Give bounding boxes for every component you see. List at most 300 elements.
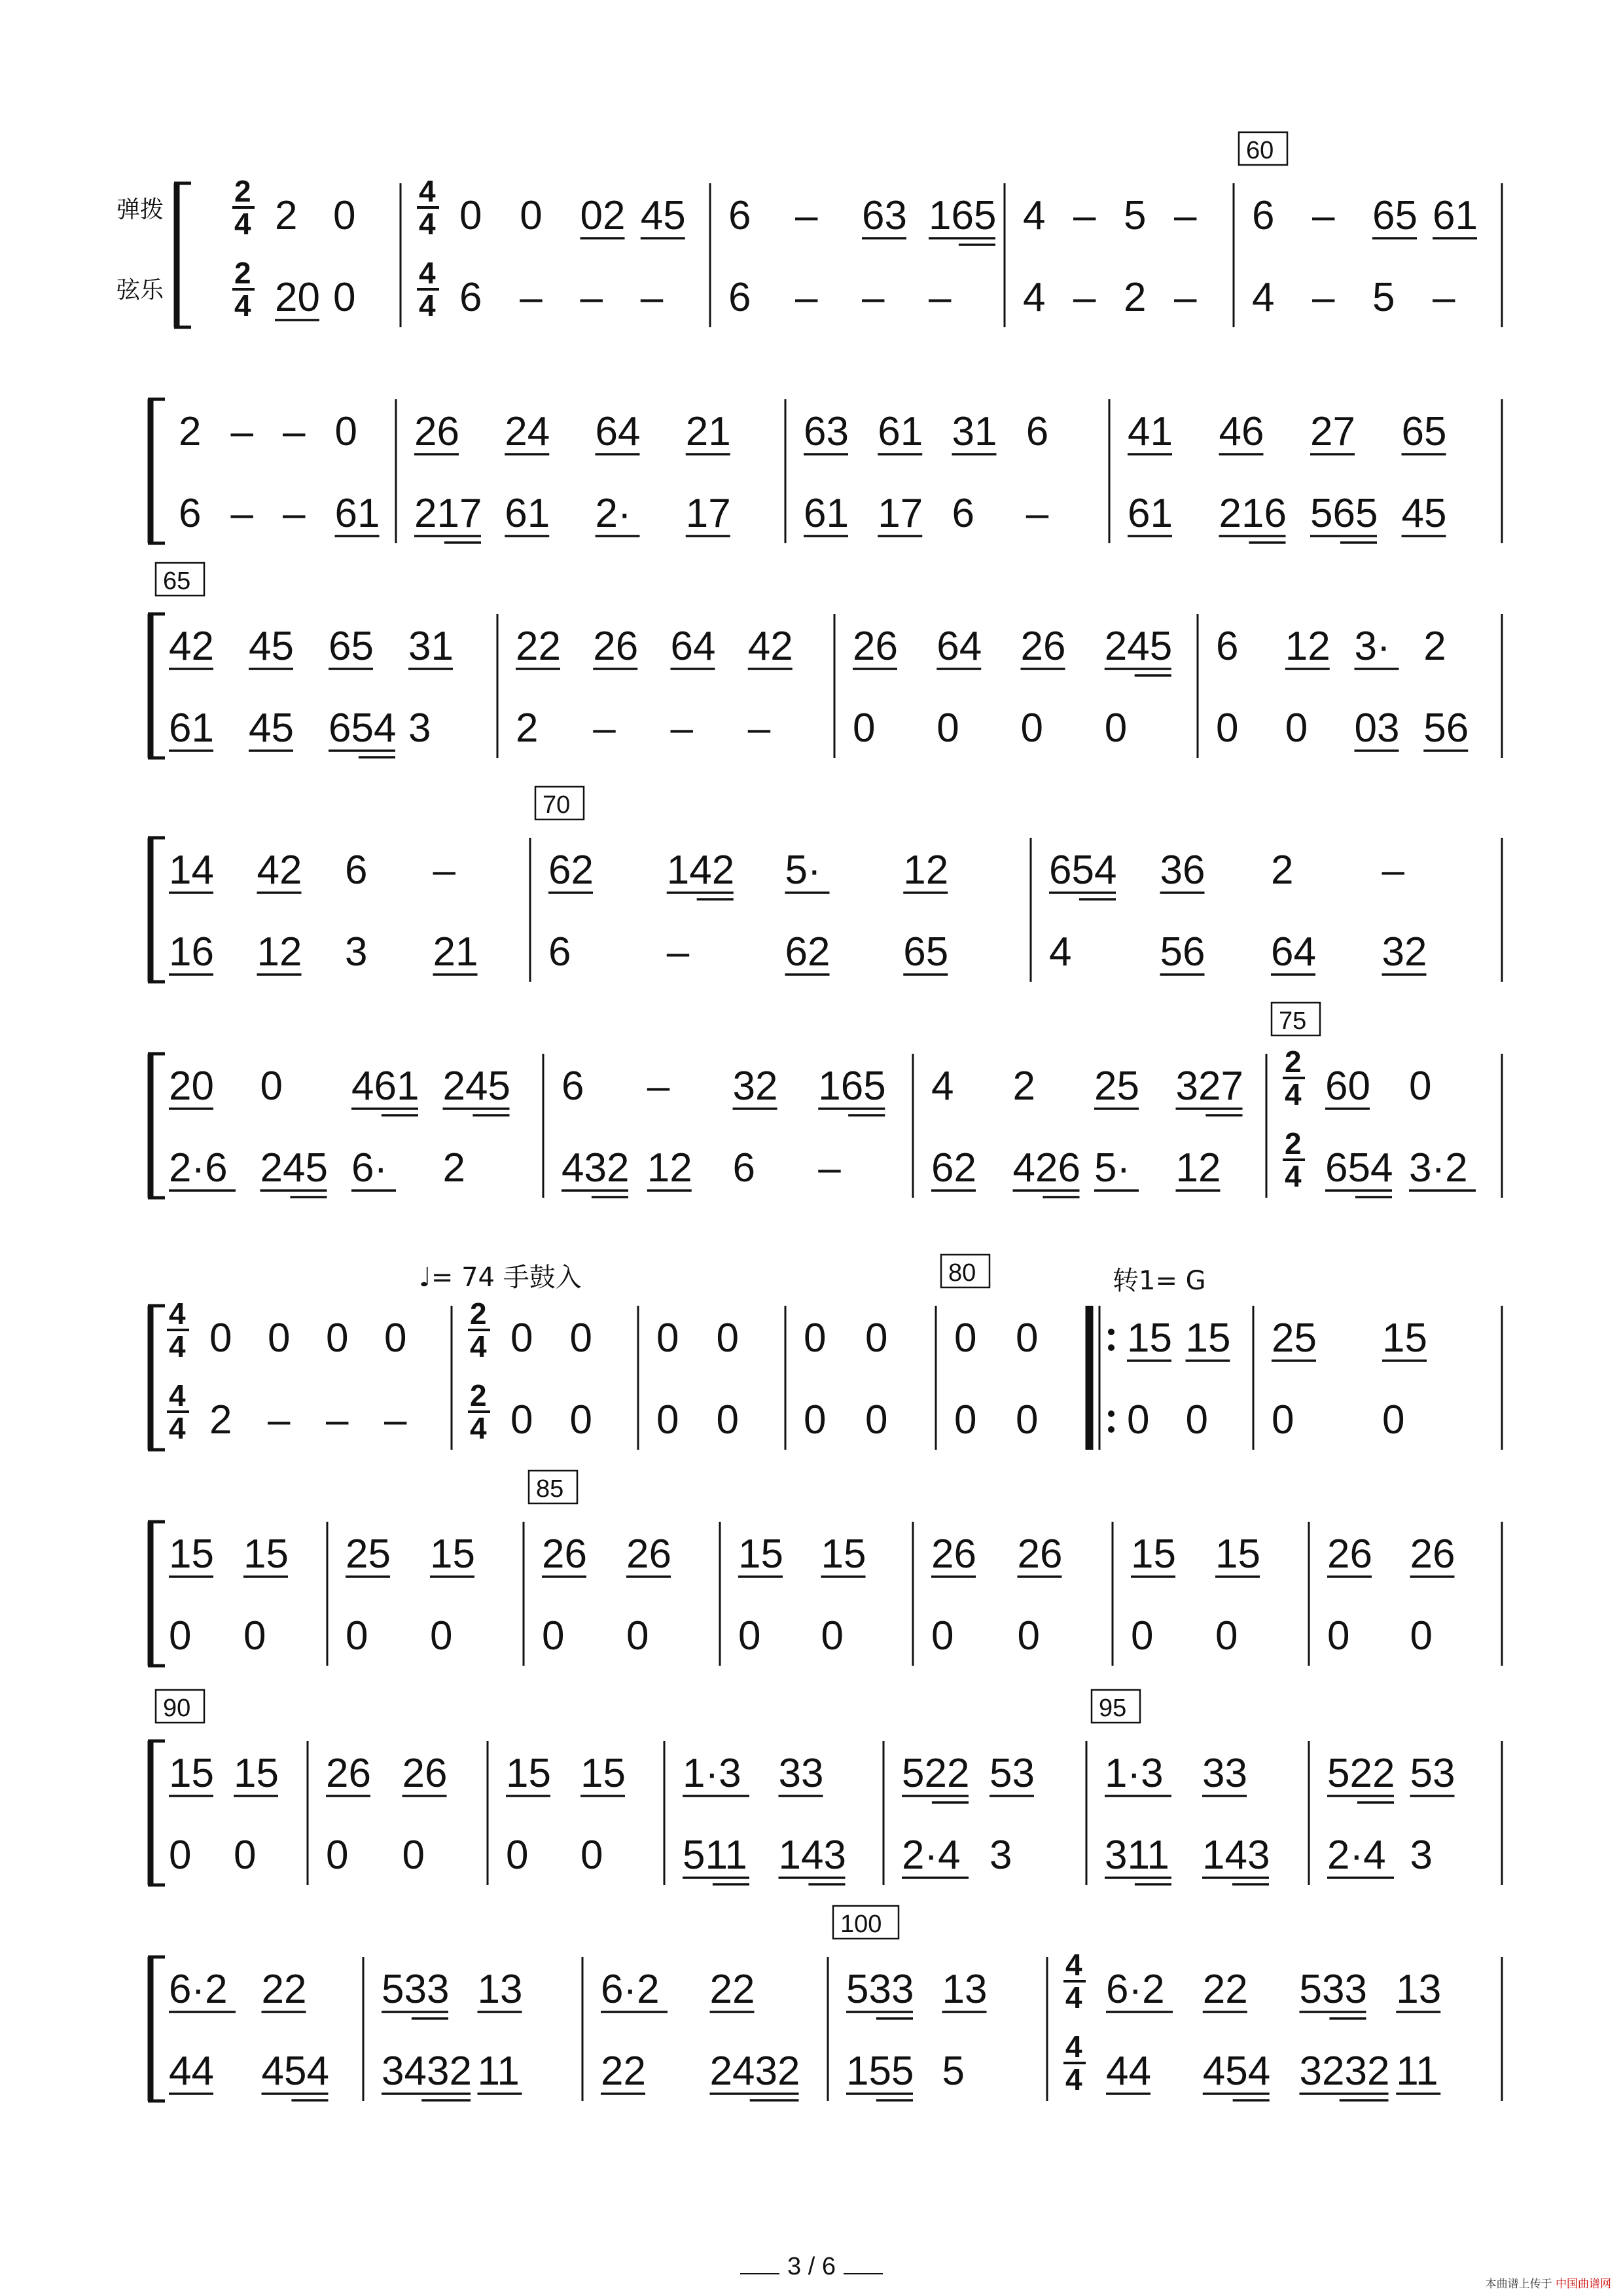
note-lower: 0 bbox=[346, 1613, 368, 1659]
note-lower: 0 bbox=[1017, 1613, 1040, 1659]
note-lower: 17 bbox=[878, 491, 923, 536]
note-upper: 26 bbox=[1017, 1532, 1063, 1577]
page-footer bbox=[0, 2253, 1623, 2281]
note-lower: 0 bbox=[738, 1613, 761, 1659]
note-upper: 31 bbox=[408, 624, 454, 669]
repeat-dot bbox=[1108, 1426, 1115, 1433]
note-upper: – bbox=[795, 193, 818, 238]
note-lower: 6 bbox=[728, 275, 751, 320]
note-upper: 461 bbox=[351, 1064, 419, 1109]
note-lower: 03 bbox=[1354, 706, 1400, 751]
note-lower: 654 bbox=[329, 706, 397, 751]
note-lower: 11 bbox=[477, 2049, 520, 2094]
note-upper: 25 bbox=[1094, 1064, 1139, 1109]
note-upper: 6 bbox=[728, 193, 751, 238]
note-upper: 26 bbox=[626, 1532, 671, 1577]
note-lower: 0 bbox=[402, 1833, 425, 1878]
note-upper: 45 bbox=[249, 624, 294, 669]
note-lower: 0 bbox=[569, 1397, 592, 1443]
note-lower: 6 bbox=[179, 491, 202, 536]
note-lower: 3232 bbox=[1299, 2049, 1390, 2094]
note-lower: 0 bbox=[510, 1397, 533, 1443]
note-lower: 311 bbox=[1105, 1833, 1169, 1878]
key-change: 转1= G bbox=[1113, 1266, 1206, 1296]
note-lower: 0 bbox=[626, 1613, 649, 1659]
note-lower: – bbox=[1174, 275, 1197, 320]
note-lower: – bbox=[283, 491, 306, 536]
note-lower: 61 bbox=[804, 491, 849, 536]
note-lower: 6 bbox=[952, 491, 974, 536]
time-signature-bottom: 4 bbox=[169, 1411, 186, 1445]
note-upper: – bbox=[433, 848, 455, 893]
tempo-marking: ♩= 74 手鼓入 bbox=[419, 1263, 582, 1293]
note-lower: 0 bbox=[821, 1613, 844, 1659]
time-signature-top: 2 bbox=[470, 1378, 487, 1412]
note-lower: 454 bbox=[261, 2049, 329, 2094]
note-upper: 6 bbox=[1026, 409, 1049, 454]
note-lower: 4 bbox=[1252, 275, 1275, 320]
note-lower: 6 bbox=[548, 929, 571, 975]
note-lower: – bbox=[268, 1397, 291, 1443]
note-lower: 0 bbox=[1272, 1397, 1294, 1443]
note-lower: 0 bbox=[1104, 706, 1128, 751]
note-lower: 565 bbox=[1310, 491, 1378, 536]
time-signature-top: 4 bbox=[419, 256, 436, 290]
time-signature-bottom: 4 bbox=[419, 207, 436, 241]
note-lower: – bbox=[1026, 491, 1049, 536]
note-lower: 45 bbox=[1401, 491, 1447, 536]
note-lower: 61 bbox=[169, 706, 214, 751]
note-upper: 61 bbox=[878, 409, 923, 454]
note-lower: 0 bbox=[804, 1397, 827, 1443]
note-upper: 0 bbox=[569, 1316, 592, 1361]
note-upper: 0 bbox=[656, 1316, 679, 1361]
note-upper: 21 bbox=[685, 409, 731, 454]
note-lower: 2 bbox=[209, 1397, 232, 1443]
note-upper: 2 bbox=[179, 409, 202, 454]
note-lower: – bbox=[1433, 275, 1455, 320]
note-upper: 26 bbox=[402, 1751, 448, 1796]
note-upper: – bbox=[1073, 193, 1096, 238]
note-upper: 165 bbox=[818, 1064, 886, 1109]
note-lower: 217 bbox=[414, 491, 482, 536]
note-lower: – bbox=[593, 706, 616, 751]
note-upper: 165 bbox=[929, 193, 997, 238]
note-upper: 24 bbox=[505, 409, 550, 454]
note-upper: 26 bbox=[1410, 1532, 1455, 1577]
time-signature-top: 4 bbox=[169, 1297, 186, 1331]
note-upper: 1·3 bbox=[683, 1751, 741, 1796]
time-signature-top: 4 bbox=[1065, 2030, 1082, 2064]
time-signature-bottom: 4 bbox=[419, 289, 436, 323]
note-upper: 65 bbox=[329, 624, 374, 669]
note-upper: 26 bbox=[853, 624, 898, 669]
time-signature-top: 4 bbox=[169, 1378, 186, 1412]
repeat-dot bbox=[1108, 1344, 1115, 1351]
note-lower: 32 bbox=[1382, 929, 1427, 975]
note-lower: 3 bbox=[408, 706, 431, 751]
note-lower: 12 bbox=[257, 929, 302, 975]
note-upper: 02 bbox=[580, 193, 626, 238]
note-lower: – bbox=[384, 1397, 407, 1443]
note-lower: 44 bbox=[1106, 2049, 1151, 2094]
note-upper: 15 bbox=[821, 1532, 866, 1577]
note-upper: 15 bbox=[169, 1532, 214, 1577]
note-upper: 64 bbox=[670, 624, 716, 669]
note-lower: 0 bbox=[1020, 706, 1043, 751]
note-upper: 36 bbox=[1160, 848, 1205, 893]
note-upper: 41 bbox=[1128, 409, 1173, 454]
note-lower: 56 bbox=[1423, 706, 1469, 751]
note-upper: 27 bbox=[1310, 409, 1355, 454]
time-signature-bottom: 4 bbox=[470, 1411, 487, 1445]
note-lower: 5· bbox=[1094, 1145, 1131, 1191]
note-upper: 22 bbox=[516, 624, 561, 669]
note-upper: 533 bbox=[1299, 1967, 1367, 2012]
note-lower: 0 bbox=[243, 1613, 266, 1659]
note-lower: 16 bbox=[169, 929, 214, 975]
note-upper: – bbox=[283, 409, 306, 454]
note-upper: 6 bbox=[1252, 193, 1275, 238]
note-lower: 3·2 bbox=[1409, 1145, 1468, 1191]
note-upper: 26 bbox=[1020, 624, 1066, 669]
note-lower: 3 bbox=[990, 1833, 1012, 1878]
note-lower: 2 bbox=[516, 706, 539, 751]
note-upper: 42 bbox=[747, 624, 793, 669]
time-signature-top: 2 bbox=[1285, 1126, 1302, 1160]
note-upper: 45 bbox=[640, 193, 686, 238]
note-upper: 0 bbox=[326, 1316, 349, 1361]
note-lower: 65 bbox=[903, 929, 949, 975]
note-lower: 0 bbox=[1131, 1613, 1154, 1659]
note-upper: 2 bbox=[1271, 848, 1294, 893]
note-upper: 245 bbox=[442, 1064, 510, 1109]
watermark-text: 本曲谱上传于 bbox=[1485, 2278, 1552, 2291]
note-upper: 42 bbox=[169, 624, 214, 669]
note-upper: 15 bbox=[1382, 1316, 1427, 1361]
note-upper: 522 bbox=[1327, 1751, 1395, 1796]
note-lower: 0 bbox=[1216, 706, 1239, 751]
note-upper: 1·3 bbox=[1105, 1751, 1164, 1796]
note-lower: 454 bbox=[1202, 2049, 1271, 2094]
note-lower: 45 bbox=[249, 706, 294, 751]
note-lower: – bbox=[580, 275, 603, 320]
note-lower: – bbox=[747, 706, 771, 751]
note-upper: 26 bbox=[414, 409, 459, 454]
time-signature-top: 2 bbox=[234, 174, 251, 208]
note-upper: 522 bbox=[902, 1751, 970, 1796]
note-upper: 0 bbox=[384, 1316, 407, 1361]
note-upper: 31 bbox=[952, 409, 997, 454]
note-upper: 142 bbox=[666, 848, 735, 893]
note-upper: – bbox=[647, 1064, 670, 1109]
note-lower: 2·6 bbox=[169, 1145, 228, 1191]
note-lower: 155 bbox=[846, 2049, 914, 2094]
note-upper: 245 bbox=[1104, 624, 1173, 669]
note-upper: 5 bbox=[1124, 193, 1147, 238]
note-lower: 511 bbox=[683, 1833, 747, 1878]
note-upper: 0 bbox=[260, 1064, 283, 1109]
note-lower: 216 bbox=[1219, 491, 1287, 536]
note-lower: 2· bbox=[595, 491, 632, 536]
note-lower: 143 bbox=[778, 1833, 846, 1878]
note-lower: 0 bbox=[853, 706, 876, 751]
note-lower: 0 bbox=[169, 1613, 192, 1659]
note-lower: 0 bbox=[1215, 1613, 1238, 1659]
note-upper: 2 bbox=[1012, 1064, 1035, 1109]
note-lower: 0 bbox=[931, 1613, 954, 1659]
note-lower: 22 bbox=[601, 2049, 646, 2094]
note-upper: 6 bbox=[562, 1064, 584, 1109]
note-upper: 6·2 bbox=[601, 1967, 660, 2012]
note-lower: 0 bbox=[656, 1397, 679, 1443]
note-upper: 15 bbox=[738, 1532, 783, 1577]
note-lower: 0 bbox=[1327, 1613, 1350, 1659]
note-lower: – bbox=[230, 491, 253, 536]
note-upper: 0 bbox=[520, 193, 543, 238]
note-lower: – bbox=[795, 275, 818, 320]
note-upper: 12 bbox=[903, 848, 949, 893]
note-upper: 26 bbox=[931, 1532, 976, 1577]
note-lower: – bbox=[818, 1145, 841, 1191]
note-lower: 4 bbox=[1023, 275, 1046, 320]
note-lower: 4 bbox=[1049, 929, 1072, 975]
time-signature-top: 2 bbox=[234, 256, 251, 290]
note-lower: 5 bbox=[1372, 275, 1395, 320]
note-lower: 2 bbox=[1124, 275, 1147, 320]
note-upper: 53 bbox=[1410, 1751, 1455, 1796]
note-lower: 21 bbox=[433, 929, 478, 975]
note-upper: 654 bbox=[1049, 848, 1117, 893]
note-lower: 12 bbox=[647, 1145, 692, 1191]
note-upper: 61 bbox=[1433, 193, 1478, 238]
rehearsal-mark: 60 bbox=[1246, 137, 1274, 164]
note-upper: 14 bbox=[169, 848, 214, 893]
note-upper: 65 bbox=[1372, 193, 1418, 238]
note-lower: 143 bbox=[1202, 1833, 1270, 1878]
note-lower: 3 bbox=[1410, 1833, 1433, 1878]
note-upper: 15 bbox=[234, 1751, 279, 1796]
note-upper: 13 bbox=[1396, 1967, 1442, 2012]
note-lower: 5 bbox=[942, 2049, 965, 2094]
note-lower: 20 bbox=[275, 275, 320, 320]
note-lower: – bbox=[929, 275, 952, 320]
note-upper: 0 bbox=[510, 1316, 533, 1361]
note-upper: 25 bbox=[346, 1532, 391, 1577]
note-upper: 26 bbox=[542, 1532, 587, 1577]
instrument-label-lower: 弦乐 bbox=[116, 277, 164, 304]
note-upper: 53 bbox=[990, 1751, 1035, 1796]
rehearsal-mark: 70 bbox=[543, 791, 571, 819]
note-lower: 0 bbox=[865, 1397, 888, 1443]
note-upper: 0 bbox=[1409, 1064, 1432, 1109]
note-lower: 0 bbox=[1016, 1397, 1039, 1443]
note-lower: – bbox=[1073, 275, 1096, 320]
note-lower: 2·4 bbox=[1327, 1833, 1386, 1878]
note-upper: – bbox=[1174, 193, 1197, 238]
note-upper: 533 bbox=[846, 1967, 914, 2012]
note-lower: 62 bbox=[931, 1145, 976, 1191]
time-signature-bottom: 4 bbox=[1065, 1981, 1082, 2015]
note-upper: 0 bbox=[334, 409, 357, 454]
note-lower: 61 bbox=[1128, 491, 1173, 536]
note-lower: 0 bbox=[430, 1613, 453, 1659]
note-upper: 15 bbox=[1215, 1532, 1260, 1577]
note-lower: 0 bbox=[542, 1613, 565, 1659]
note-upper: 32 bbox=[732, 1064, 778, 1109]
time-signature-bottom: 4 bbox=[470, 1329, 487, 1363]
note-upper: 33 bbox=[778, 1751, 824, 1796]
note-lower: – bbox=[640, 275, 664, 320]
note-lower: 6 bbox=[732, 1145, 755, 1191]
note-upper: 22 bbox=[261, 1967, 307, 2012]
note-lower: – bbox=[862, 275, 885, 320]
note-upper: 15 bbox=[1127, 1316, 1172, 1361]
note-lower: 245 bbox=[260, 1145, 328, 1191]
page-number: 3 / 6 bbox=[787, 2253, 836, 2280]
note-lower: 0 bbox=[1410, 1613, 1433, 1659]
note-upper: – bbox=[230, 409, 253, 454]
rehearsal-mark: 65 bbox=[163, 567, 191, 595]
note-upper: 0 bbox=[333, 193, 356, 238]
note-lower: 11 bbox=[1396, 2049, 1438, 2094]
watermark bbox=[1486, 2274, 1611, 2291]
repeat-dot bbox=[1108, 1329, 1115, 1335]
note-lower: 3432 bbox=[382, 2049, 472, 2094]
note-lower: 0 bbox=[234, 1833, 257, 1878]
note-upper: 4 bbox=[931, 1064, 954, 1109]
note-lower: 0 bbox=[169, 1833, 192, 1878]
note-upper: 26 bbox=[326, 1751, 371, 1796]
time-signature-bottom: 4 bbox=[1065, 2062, 1082, 2096]
rehearsal-mark: 80 bbox=[948, 1259, 976, 1287]
note-lower: 0 bbox=[1285, 706, 1308, 751]
note-lower: 654 bbox=[1325, 1145, 1393, 1191]
note-upper: 6·2 bbox=[1106, 1967, 1165, 2012]
note-upper: 15 bbox=[430, 1532, 475, 1577]
note-upper: 65 bbox=[1401, 409, 1447, 454]
note-lower: – bbox=[670, 706, 693, 751]
note-upper: 63 bbox=[862, 193, 907, 238]
note-lower: 44 bbox=[169, 2049, 214, 2094]
note-lower: 0 bbox=[936, 706, 959, 751]
note-lower: 61 bbox=[505, 491, 550, 536]
note-upper: 0 bbox=[268, 1316, 291, 1361]
note-lower: 0 bbox=[333, 275, 356, 320]
note-upper: 2 bbox=[1423, 624, 1446, 669]
note-upper: 0 bbox=[954, 1316, 977, 1361]
note-upper: 13 bbox=[477, 1967, 523, 2012]
note-upper: 13 bbox=[942, 1967, 988, 2012]
note-upper: 533 bbox=[382, 1967, 450, 2012]
rehearsal-mark: 100 bbox=[840, 1910, 882, 1938]
note-lower: 6· bbox=[351, 1145, 388, 1191]
note-lower: 0 bbox=[716, 1397, 739, 1443]
note-upper: 0 bbox=[716, 1316, 739, 1361]
note-lower: 0 bbox=[1185, 1397, 1208, 1443]
note-upper: 0 bbox=[865, 1316, 888, 1361]
note-upper: 0 bbox=[459, 193, 482, 238]
repeat-dot bbox=[1108, 1410, 1115, 1417]
note-upper: 4 bbox=[1023, 193, 1046, 238]
note-upper: 26 bbox=[1327, 1532, 1372, 1577]
note-lower: 3 bbox=[345, 929, 368, 975]
note-upper: 64 bbox=[595, 409, 641, 454]
note-lower: – bbox=[1312, 275, 1335, 320]
note-lower: 12 bbox=[1175, 1145, 1221, 1191]
note-upper: 6·2 bbox=[169, 1967, 228, 2012]
note-lower: 2 bbox=[442, 1145, 465, 1191]
note-upper: 2 bbox=[275, 193, 298, 238]
note-upper: 22 bbox=[1202, 1967, 1248, 2012]
note-upper: 12 bbox=[1285, 624, 1330, 669]
note-lower: 0 bbox=[506, 1833, 529, 1878]
note-upper: 15 bbox=[1185, 1316, 1231, 1361]
note-lower: 426 bbox=[1012, 1145, 1080, 1191]
note-upper: 20 bbox=[169, 1064, 214, 1109]
time-signature-bottom: 4 bbox=[1285, 1077, 1302, 1111]
note-upper: 46 bbox=[1219, 409, 1264, 454]
note-upper: – bbox=[1382, 848, 1404, 893]
time-signature-top: 4 bbox=[419, 174, 436, 208]
note-upper: 327 bbox=[1175, 1064, 1243, 1109]
note-upper: 6 bbox=[1216, 624, 1239, 669]
note-upper: 0 bbox=[804, 1316, 827, 1361]
note-lower: 6 bbox=[459, 275, 482, 320]
note-lower: 17 bbox=[685, 491, 731, 536]
note-lower: 61 bbox=[334, 491, 380, 536]
note-lower: 0 bbox=[326, 1833, 349, 1878]
time-signature-bottom: 4 bbox=[234, 207, 251, 241]
note-lower: 56 bbox=[1160, 929, 1205, 975]
note-upper: 60 bbox=[1325, 1064, 1370, 1109]
time-signature-bottom: 4 bbox=[169, 1329, 186, 1363]
note-lower: 2432 bbox=[709, 2049, 800, 2094]
note-upper: 15 bbox=[243, 1532, 289, 1577]
rehearsal-mark: 95 bbox=[1099, 1695, 1127, 1722]
note-lower: 64 bbox=[1271, 929, 1316, 975]
note-upper: 42 bbox=[257, 848, 302, 893]
note-upper: 62 bbox=[548, 848, 594, 893]
rehearsal-mark: 90 bbox=[163, 1695, 191, 1722]
note-upper: 63 bbox=[804, 409, 849, 454]
note-upper: 15 bbox=[580, 1751, 626, 1796]
time-signature-top: 4 bbox=[1065, 1948, 1082, 1982]
time-signature-bottom: 4 bbox=[1285, 1159, 1302, 1193]
note-lower: – bbox=[520, 275, 543, 320]
note-upper: 0 bbox=[209, 1316, 232, 1361]
note-lower: 2·4 bbox=[902, 1833, 961, 1878]
instrument-label-upper: 弹拨 bbox=[116, 196, 164, 223]
note-upper: 22 bbox=[709, 1967, 755, 2012]
time-signature-top: 2 bbox=[470, 1297, 487, 1331]
note-lower: 0 bbox=[954, 1397, 977, 1443]
note-upper: 64 bbox=[936, 624, 982, 669]
note-lower: – bbox=[326, 1397, 349, 1443]
note-upper: – bbox=[1312, 193, 1335, 238]
note-upper: 5· bbox=[785, 848, 821, 893]
rehearsal-mark: 75 bbox=[1279, 1007, 1307, 1035]
time-signature-bottom: 4 bbox=[234, 289, 251, 323]
time-signature-top: 2 bbox=[1285, 1045, 1302, 1079]
note-lower: 0 bbox=[1127, 1397, 1150, 1443]
note-upper: 25 bbox=[1272, 1316, 1317, 1361]
note-upper: 33 bbox=[1202, 1751, 1247, 1796]
note-upper: 26 bbox=[593, 624, 639, 669]
rehearsal-mark: 85 bbox=[536, 1475, 564, 1503]
note-lower: 0 bbox=[1382, 1397, 1405, 1443]
note-lower: – bbox=[666, 929, 690, 975]
